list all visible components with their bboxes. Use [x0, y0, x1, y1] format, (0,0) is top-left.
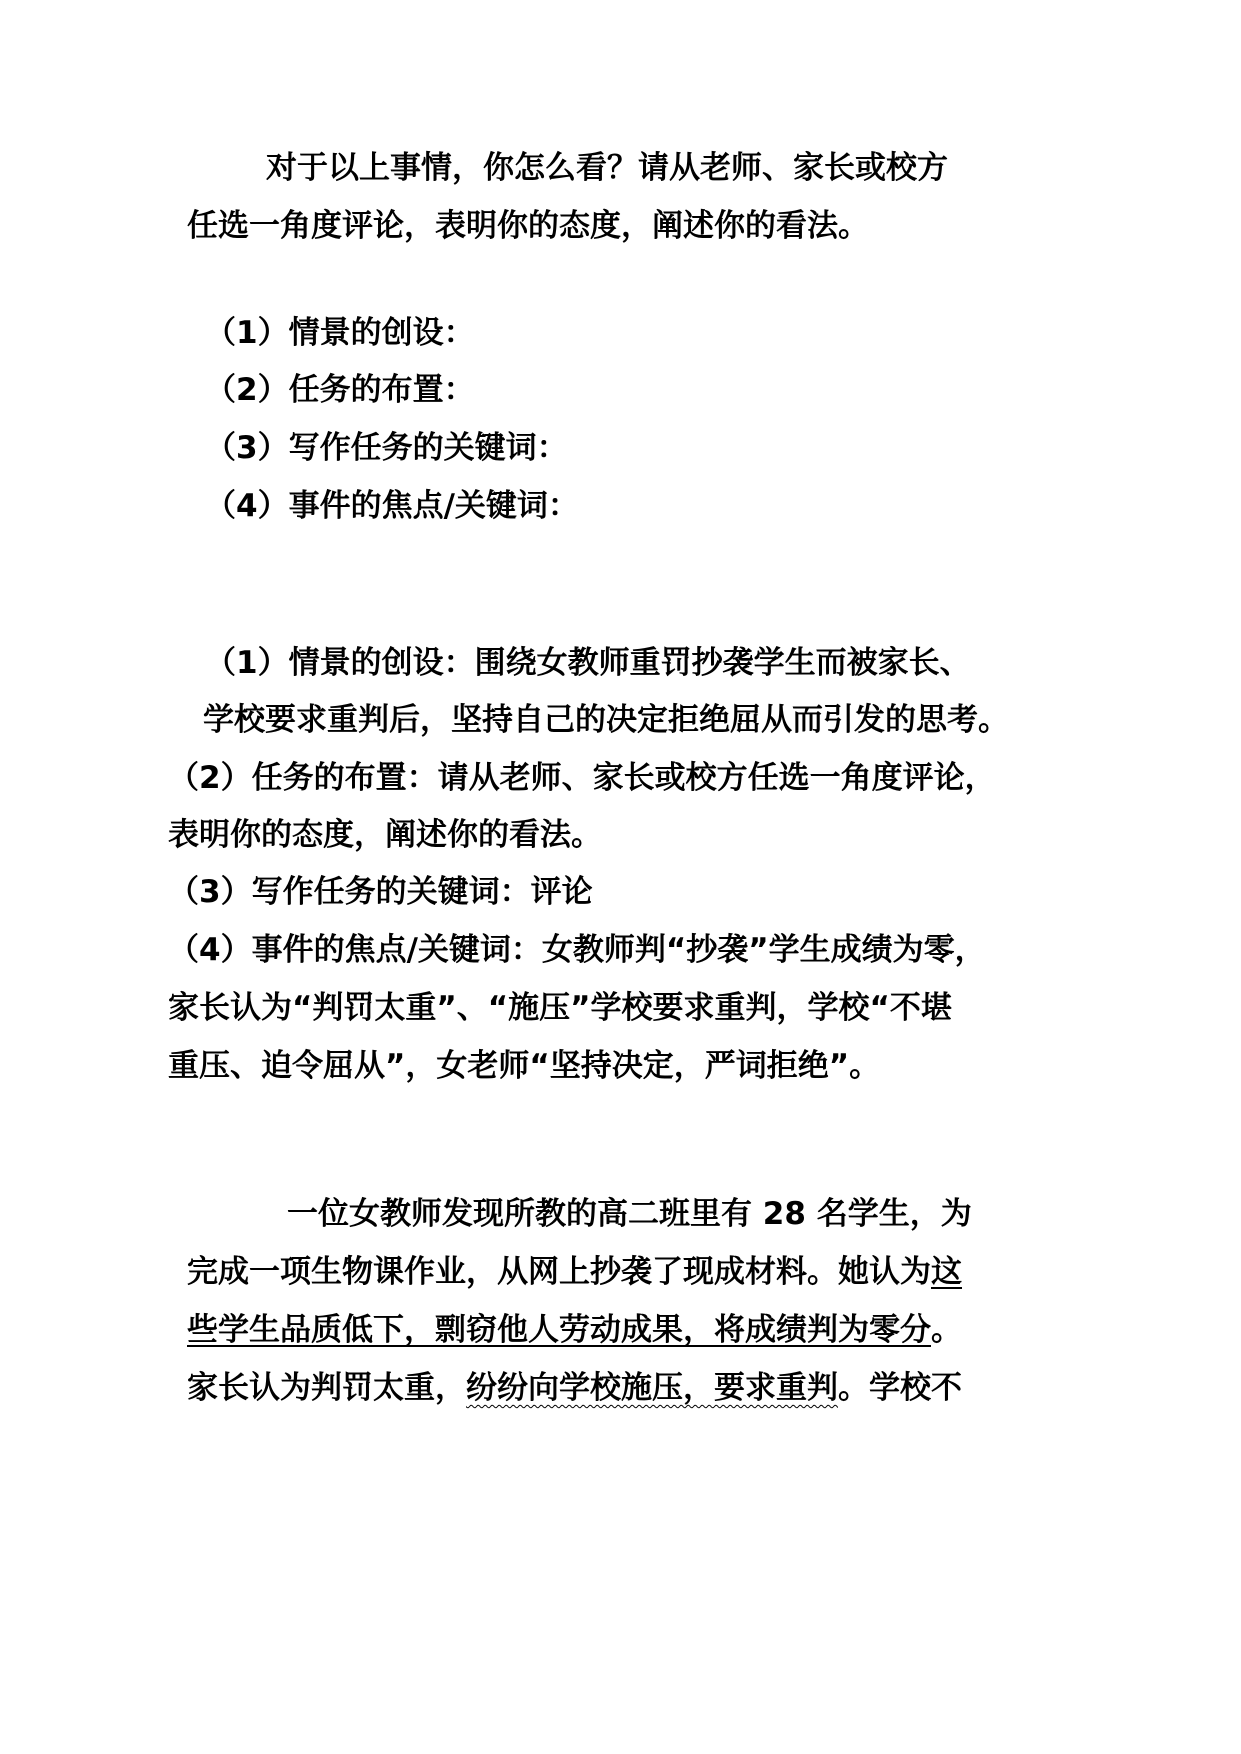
story-line-4: [187, 1368, 962, 1408]
answer-4-line-3: 重压、迫令屈从”，女老师“坚持决定，严词拒绝”。: [168, 1048, 881, 1084]
answer-1-line-2: 学校要求重判后，坚持自己的决定拒绝屈从而引发的思考。: [203, 702, 1009, 738]
story-line-4-start: 家长认为判罚太重，: [187, 1370, 466, 1406]
prompt-line-1: 对于以上事情，你怎么看？请从老师、家长或校方: [266, 150, 948, 186]
prompt-line-2: 任选一角度评论，表明你的态度，阐述你的看法。: [187, 208, 869, 244]
answer-1-line-1: （1）情景的创设：围绕女教师重罚抄袭学生而被家长、: [205, 645, 971, 681]
story-wavy-phrase: 纷纷向学校施压，要求重判: [466, 1370, 838, 1406]
answer-4-line-2: 家长认为“判罚太重”、“施压”学校要求重判，学校“不堪: [168, 990, 952, 1026]
story-underlined-phrase: 些学生品质低下，剽窃他人劳动成果，将成绩判为零分: [187, 1312, 931, 1348]
question-1: （1）情景的创设：: [205, 315, 475, 351]
question-3: （3）写作任务的关键词：: [205, 430, 568, 466]
story-line-3: [187, 1310, 962, 1350]
story-line-4-end: 。学校不: [838, 1370, 962, 1406]
answer-3-line-1: （3）写作任务的关键词：评论: [168, 874, 593, 910]
story-line-1: 一位女教师发现所教的高二班里有 28 名学生，为: [287, 1196, 972, 1232]
story-line-2-text: 完成一项生物课作业，从网上抄袭了现成材料。她认为: [187, 1254, 931, 1290]
question-4: （4）事件的焦点/关键词：: [205, 488, 579, 524]
answer-2-line-2: 表明你的态度，阐述你的看法。: [168, 817, 602, 853]
answer-2-line-1: （2）任务的布置：请从老师、家长或校方任选一角度评论，: [168, 760, 996, 796]
story-line-3-end: 。: [931, 1312, 962, 1348]
question-2: （2）任务的布置：: [205, 372, 475, 408]
story-underlined-start: 这: [931, 1254, 962, 1290]
answer-4-line-1: （4）事件的焦点/关键词：女教师判“抄袭”学生成绩为零，: [168, 932, 986, 968]
story-line-2: [187, 1252, 962, 1292]
